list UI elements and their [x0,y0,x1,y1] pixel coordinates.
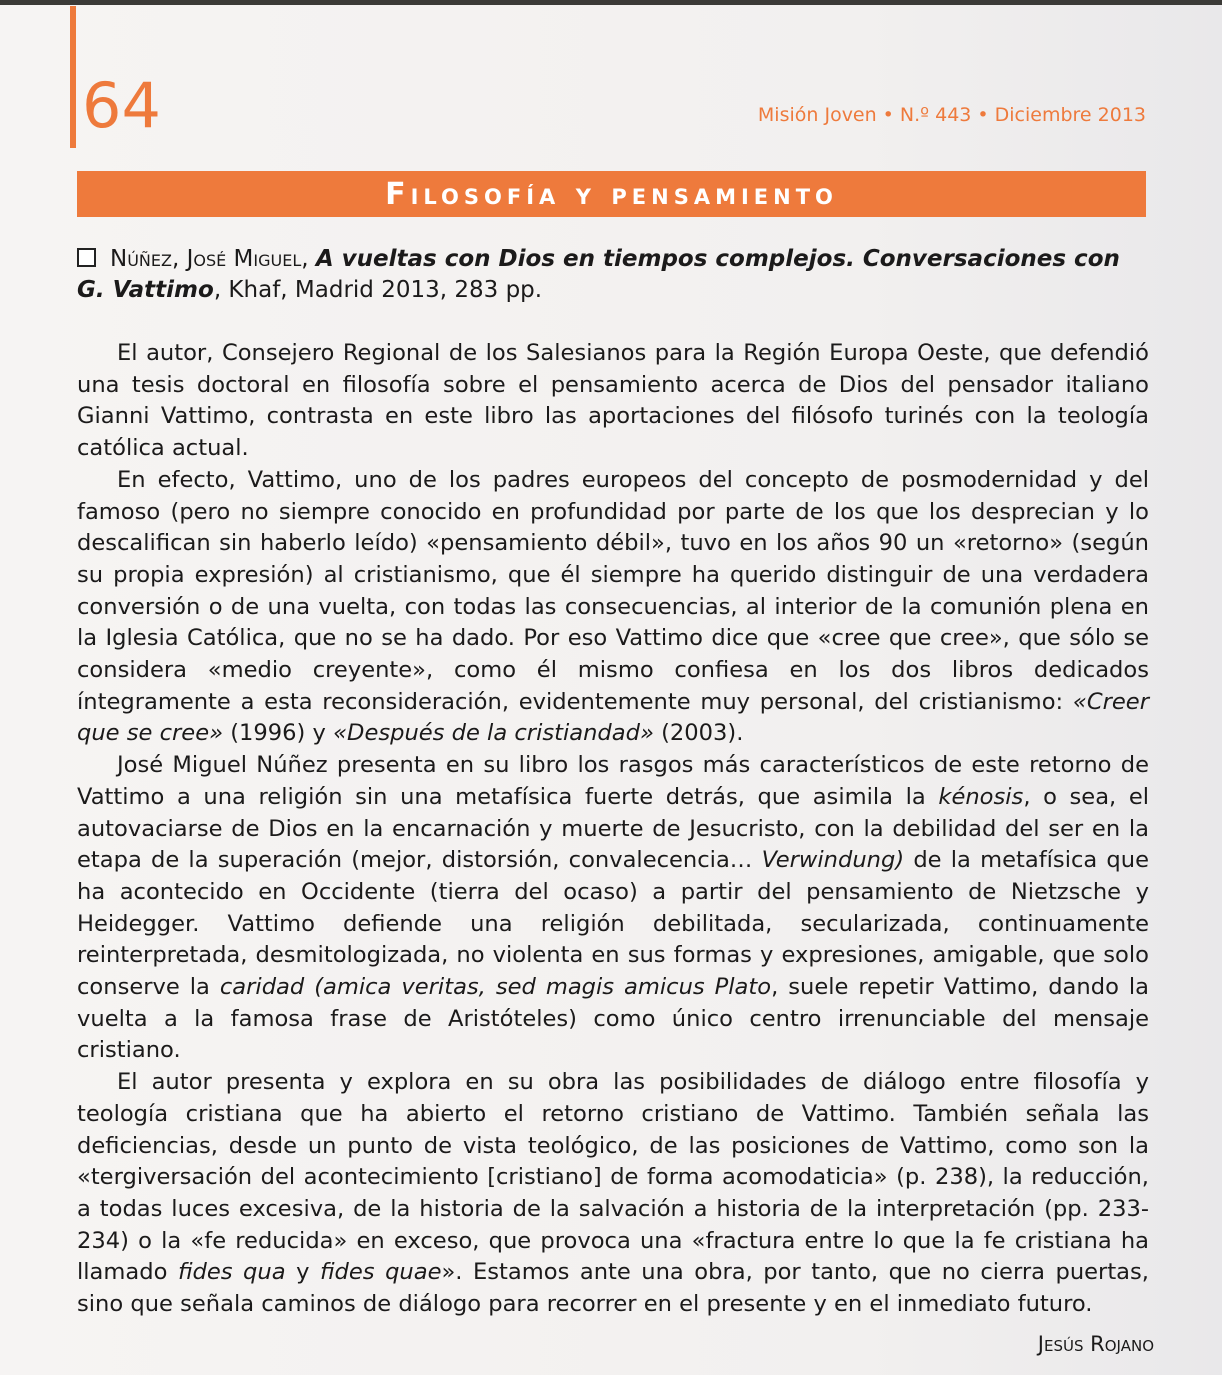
italic-run: fides qua [177,1259,286,1286]
text-run: , suele repetir Vattimo, dando la vuelta a la famosa frase de Aristóteles) como único centro irrenunciable del mensaje cristiano. [77,974,1149,1064]
text-run: y [285,1259,320,1286]
text-run: , o sea, el autovaciarse de Dios en la encarnación y muerte de Jesucristo, con la debilidad del ser en la etapa de la superación (mejor, distorsión, convalecencia… [77,783,1149,874]
section-band [77,171,1146,217]
text-run: de la metafísica que ha acontecido en Occidente (tierra del ocaso) a partir del pensamiento de Nietzsche y Heidegger. Vattimo defiende una religión debilitada, secularizada, continuamente reinterpretada, desmitologizada, no violenta en sus formas y expresiones, amigable, que solo conserve la [77,847,1149,1001]
text-run: En efecto, Vattimo, uno de los padres europeos del concepto de posmodernidad y del famoso (pero no siempre conocido en profundidad por parte de los que los desprecian y lo descalifican sin haberlo leído) «pensamiento débil», tuvo en los años 90 un «retorno» (según su propia expresión) al cristianismo, que él siempre ha querido distinguir de una verdadera conversión o de una vuelta, con todas las consecuencias, al interior de la comunión plena en la Iglesia Católica, que no se ha dado. Por eso Vattimo dice que «cree que cree», que sólo se considera «medio creyente», como él mismo confiesa en los dos libros dedicados íntegramente a esta reconsideración, evidentemente muy personal, del cristianismo: [77,466,1149,715]
checkbox-icon [77,248,96,267]
review-paragraph [77,465,1149,750]
book-citation [77,244,1149,306]
bullet-separator: • [977,104,989,126]
review-paragraph [77,338,1149,465]
text-run: (1996) y [223,720,334,747]
italic-run: «Creer que se cree» [77,688,1149,747]
italic-run: kénosis [938,783,1024,810]
section-title: Filosofía y pensamiento [385,176,838,212]
page-number-rule [70,6,76,148]
citation-publisher: , Khaf, Madrid 2013, 283 pp. [213,277,543,303]
text-run: El autor, Consejero Regional de los Salesianos para la Región Europa Oeste, que defendió una tesis doctoral en filosofía sobre el pensamiento acerca de Dios del pensador italiano Gianni Vattimo, contrasta en este libro las aportaciones del filósofo turinés con la teología católica actual. [77,340,1149,462]
text-run: (2003). [653,720,744,747]
text-run: José Miguel Núñez presenta en su libro los rasgos más característicos de este retorno de Vattimo a una religión sin una metafísica fuerte detrás, que asimila la [77,752,1149,810]
issue-date: Diciembre 2013 [994,104,1146,126]
review-body [77,338,1149,1321]
text-run: ». Estamos ante una obra, por tanto, que no cierra puertas, sino que señala caminos de diálogo para recorrer en el presente y en el inmediato futuro. [77,1259,1149,1318]
italic-run: fides quae [319,1259,442,1286]
running-head [758,104,1146,126]
review-paragraph [77,750,1149,1067]
citation-author: Núñez, José Miguel, [110,246,309,272]
italic-run: caridad (amica veritas, sed magis amicus Plato [219,974,772,1001]
page-top-edge [0,0,1222,5]
citation-title: A vueltas con Dios en tiempos complejos. Conversaciones con G. Vattimo [77,246,1120,303]
italic-run: «Después de la cristiandad» [333,720,654,747]
text-run: El autor presenta y explora en su obra las posibilidades de diálogo entre filosofía y teología cristiana que ha abierto el retorno cristiano de Vattimo. También señala las deficiencias, desde un punto de vista teológico, de las posiciones de Vattimo, como son la «tergiversación del acontecimiento [cristiano] de forma acomodaticia» (p. 238), la reducción, a todas luces excesiva, de la historia de la salvación a historia de la interpretación (pp. 233-234) o la «fe reducida» en exceso, que provoca una «fractura entre lo que la fe cristiana ha llamado [77,1069,1149,1286]
review-paragraph [77,1067,1149,1321]
issue-number: N.º 443 [899,104,972,126]
magazine-name: Misión Joven [757,104,877,126]
review-signature: Jesús Rojano [1037,1332,1154,1356]
page-number: 64 [82,69,161,142]
italic-run: Verwindung) [761,847,905,874]
bullet-separator: • [882,104,894,126]
